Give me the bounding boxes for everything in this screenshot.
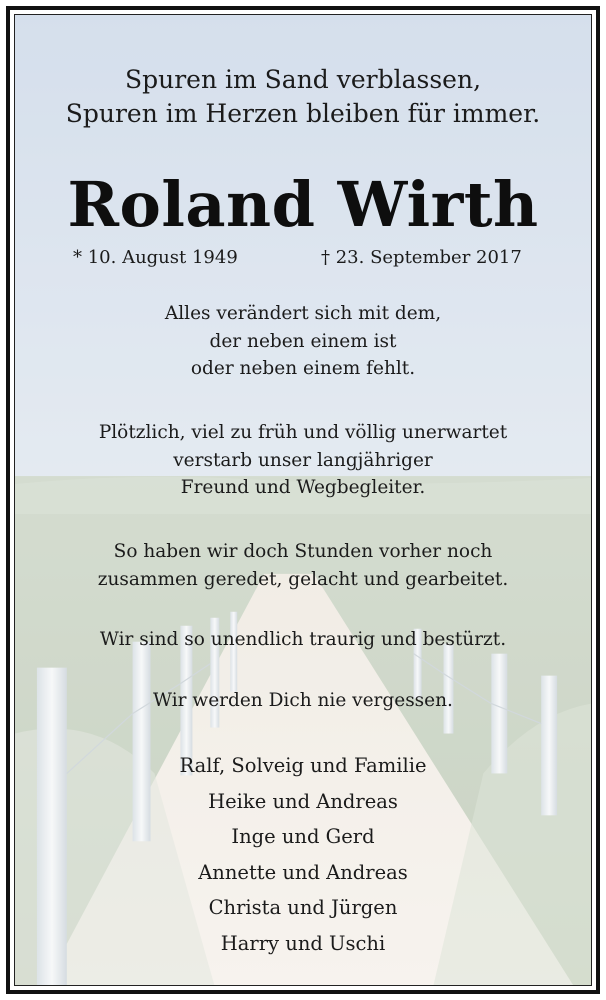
text-line: der neben einem ist: [209, 330, 397, 352]
signer: Inge und Gerd: [231, 825, 375, 848]
grief-paragraph: [15, 626, 591, 654]
text-line: Wir werden Dich nie vergessen.: [153, 690, 453, 711]
text-line: So haben wir doch Stunden vorher noch: [113, 541, 493, 562]
motto-line: Spuren im Herzen bleiben für immer.: [65, 99, 541, 128]
signer: Ralf, Solveig und Familie: [179, 754, 427, 777]
signer: Harry und Uschi: [220, 931, 386, 955]
birth-date: * 10. August 1949: [73, 247, 238, 268]
obituary-panel: [14, 14, 592, 986]
text-line: Plötzlich, viel zu früh und völlig unerwartet: [98, 422, 508, 443]
text-line: Alles verändert sich mit dem,: [164, 303, 442, 324]
signer: Heike und Andreas: [208, 789, 398, 813]
motto-line: Spuren im Sand verblassen,: [124, 65, 482, 94]
obituary-text: [15, 15, 591, 985]
memory-paragraph: [15, 538, 591, 593]
motto-verse: [15, 63, 591, 131]
death-date: † 23. September 2017: [321, 247, 522, 268]
text-line: verstarb unser langjähriger: [173, 449, 433, 471]
signer: Annette und Andreas: [198, 860, 408, 884]
text-line: oder neben einem fehlt.: [190, 358, 416, 379]
signers-list: [15, 748, 591, 961]
farewell-paragraph: [15, 687, 591, 715]
signer: Christa und Jürgen: [208, 896, 398, 919]
text-line: Wir sind so unendlich traurig und bestürzt.: [99, 629, 507, 650]
text-line: Freund und Wegbegleiter.: [180, 477, 426, 498]
text-line: zusammen geredet, gelacht und gearbeitet.: [97, 568, 509, 590]
deceased-name: Roland Wirth: [67, 168, 539, 241]
announcement-paragraph: [15, 419, 591, 502]
quote-paragraph: [15, 300, 591, 383]
